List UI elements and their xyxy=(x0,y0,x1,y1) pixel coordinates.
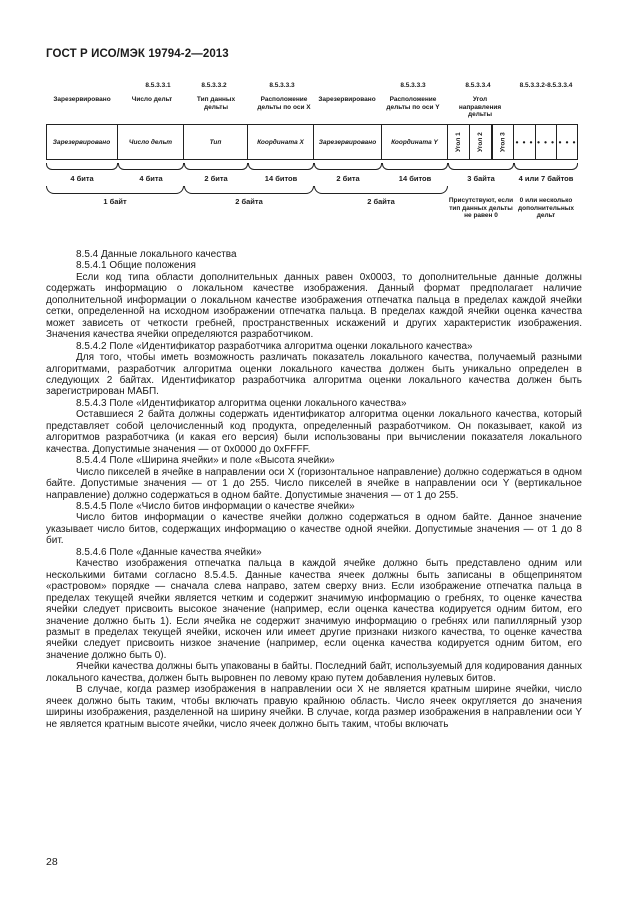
paragraph: Число битов информации о качестве ячейки должно содержаться в одном байте. Данное значение указывает число битов, содержащих информацию о качестве одной ячейки. Допустимые значения — от 1 до 8 бит. xyxy=(46,512,582,547)
size-brace xyxy=(118,163,184,170)
record-cell: Угол 3 xyxy=(492,124,514,160)
section-ref: 8.5.3.3.4 xyxy=(465,82,491,89)
paragraph: Для того, чтобы иметь возможность различать показатель локального качества, получаемый разными алгоритмами, разработчик алгоритма оценки локального качества должен быть уникально определен в следующих 2 байтах. Идентификатор разработчика алгоритма оценки локального качества должен быть зарегистрирован МАБП. xyxy=(46,352,582,398)
heading: 8.5.4 Данные локального качества xyxy=(76,249,237,260)
byte-label: 2 байта xyxy=(367,197,395,206)
section-ref: 8.5.3.3.2 xyxy=(201,82,227,89)
paragraph: Оставшиеся 2 байта должны содержать идентификатор алгоритма оценки локального качества, который представляет собой целочисленный код продукта, определенный разработчиком. Он показывает, какой из алгоритмов разработчика (и какая его версия) были использованы при вычислении показателя локального качества. Допустимые значения — от 0x0000 до 0xFFFF. xyxy=(46,409,582,455)
paragraph: Ячейки качества должны быть упакованы в байты. Последний байт, используемый для кодирования данных локального качества, должен быть выровнен по левому краю путем добавления нулевых битов. xyxy=(46,661,582,684)
page-number: 28 xyxy=(46,856,58,868)
size-brace xyxy=(382,163,448,170)
byte-brace xyxy=(314,186,448,194)
size-label: 2 бита xyxy=(204,174,228,183)
record-cell: • • • xyxy=(558,137,577,147)
byte-brace xyxy=(46,186,184,194)
size-label: 4 бита xyxy=(70,174,94,183)
document-header: ГОСТ Р ИСО/МЭК 19794-2—2013 xyxy=(46,48,229,60)
section-ref: 8.5.3.3.2-8.5.3.3.4 xyxy=(519,82,573,89)
size-brace xyxy=(314,163,382,170)
size-brace xyxy=(184,163,248,170)
heading: 8.5.4.4 Поле «Ширина ячейки» и поле «Высота ячейки» xyxy=(76,455,335,467)
record-cell: Зарезервировано xyxy=(46,124,118,160)
size-label: 14 битов xyxy=(264,174,298,183)
byte-brace xyxy=(184,186,314,194)
record-cell: • • • xyxy=(514,124,536,160)
record-cell: Число дельт xyxy=(118,124,184,160)
size-brace xyxy=(448,163,514,170)
paragraph: В случае, когда размер изображения в направлении оси X не является кратным ширине ячейки, число ячеек должно быть таким, чтобы включать правую крайнюю область. Число ячеек округляется до значения ширины изображения, разделенной на ширину ячейки. В случае, когда размер изображения в направлении оси Y не является кратным высоте ячейки, число ячеек должно быть таким, чтобы включать xyxy=(46,684,582,730)
size-label: 14 битов xyxy=(398,174,432,183)
field-name: Угол направления дельты xyxy=(458,96,502,118)
section-ref: 8.5.3.3.3 xyxy=(269,82,295,89)
size-brace xyxy=(46,163,118,170)
section-ref: 8.5.3.3.3 xyxy=(400,82,426,89)
record-cell: Координата Y xyxy=(382,124,448,160)
byte-label: 1 байт xyxy=(103,197,127,206)
record-cell: Тип xyxy=(184,124,248,160)
size-label: 4 бита xyxy=(139,174,163,183)
heading: 8.5.4.2 Поле «Идентификатор разработчика алгоритма оценки локального качества» xyxy=(76,340,473,352)
size-brace xyxy=(248,163,314,170)
record-cell: Угол 1 xyxy=(448,124,470,160)
record-cell: Координата X xyxy=(248,124,314,160)
field-name: Зарезервировано xyxy=(53,96,111,103)
field-name: Зарезервировано xyxy=(318,96,376,103)
field-name: Число дельт xyxy=(131,96,173,103)
diagram-note: Присутствуют, если тип данных дельты не равен 0 xyxy=(448,197,514,220)
section-ref: 8.5.3.3.1 xyxy=(145,82,171,89)
paragraph: Качество изображения отпечатка пальца в каждой ячейке должно быть представлено одним или несколькими битами согласно 8.5.4.5. Данные качества ячеек должны быть записаны в общепринятом «растровом» порядке — сначала слева направо, затем сверху вниз. Если изображение отпечатка пальца в пределах текущей ячейки является четким и содержит значимую информацию о гребнях, то оценке качества ячейки следует присвоить высокое значение (например, если оценка качества кодируется одним битом, его значение должно быть 1). Если ячейка не содержит значимую информацию о гребнях или папиллярный узор размыт в пределах текущей ячейки, искочен или имеет другие признаки низкого качества, то оценке качества ячейки следует присвоить низкое значение (например, если оценка качества кодируется одним битом, его значение должно быть 0). xyxy=(46,558,582,661)
record-cell: Зарезервировано xyxy=(314,124,382,160)
paragraph: Если код типа области дополнительных данных равен 0x0003, то дополнительные данные должны содержать информацию о локальном качестве изображения. Данный формат предполагает наличие дополнительной информации о локальном качестве изображения отпечатка пальца в пределах каждой ячейки сетки, определенной на исходном изображении отпечатка пальца. В пределах каждой ячейки оценка качества может зависеть от четкости гребней, пространственных искажений и других характеристик изображения. Значения качества ячейки определяются разработчиком. xyxy=(46,271,582,341)
heading: 8.5.4.3 Поле «Идентификатор алгоритма оценки локального качества» xyxy=(76,397,407,409)
field-name: Расположение дельты по оси Y xyxy=(386,96,440,111)
record-cell: • • • xyxy=(536,124,557,160)
size-label: 2 бита xyxy=(336,174,360,183)
diagram-note: 0 или несколько дополнительных дельт xyxy=(518,197,574,220)
byte-label: 2 байта xyxy=(235,197,263,206)
heading: 8.5.4.5 Поле «Число битов информации о качестве ячейки» xyxy=(76,500,355,512)
size-brace xyxy=(514,163,578,170)
field-name: Тип данных дельты xyxy=(196,96,236,111)
field-name: Расположение дельты по оси X xyxy=(257,96,311,111)
record-cell: Угол 2 xyxy=(470,124,492,160)
size-label: 4 или 7 байтов xyxy=(518,174,574,183)
heading: 8.5.4.1 Общие положения xyxy=(76,260,196,272)
size-label: 3 байта xyxy=(467,174,495,183)
body-text xyxy=(46,249,582,730)
heading: 8.5.4.6 Поле «Данные качества ячейки» xyxy=(76,546,262,558)
paragraph: Число пикселей в ячейке в направлении оси X (горизонтальное направление) должно содержаться в одном байте. Допустимые значения — от 1 до 255. Число пикселей в ячейке в направлении оси Y (вертикальное направление) должно содержаться в одном байте. Допустимые значения — от 1 до 255. xyxy=(46,466,582,501)
